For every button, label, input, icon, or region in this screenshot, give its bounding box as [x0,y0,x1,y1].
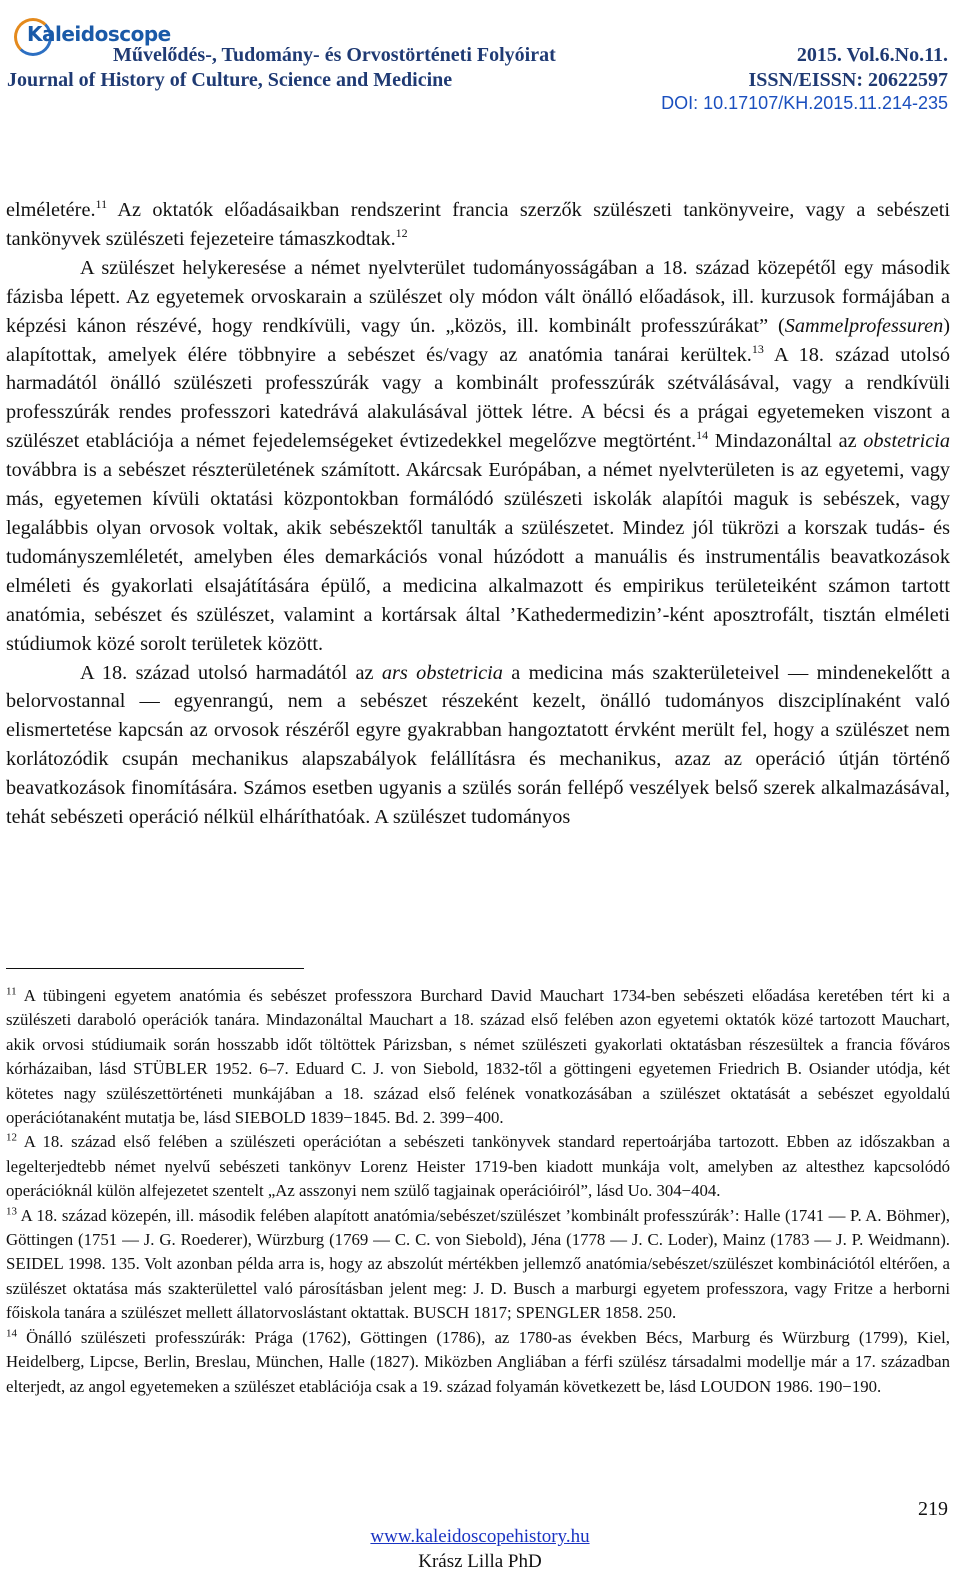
author-name: Krász Lilla PhD [418,1551,542,1572]
footnote-12: $^{12}$ A 18. század első felében a szülészeti operációtan a sebészeti tankönyvek standard repertoárjába tartozott. Ebben az időszakban a legelterjedtebb német nyelvű sebészeti tankönyv Lorenz Heister 1719-ben kiadott munkája volt, amelyben az altesthez kapcsolódó operációknál külön alfejezetet szentelt „Az asszonyi nem szülő tagjainak operációiról”, lásd Uo. 304−404. [6,1131,950,1201]
footnote-ref-12[interactable]: 12 [395,226,408,241]
kaleidoscope-logo [8,8,171,48]
article-body [6,196,950,832]
paragraph-1: elméletére.$^{11}$ Az oktatók előadásaikban rendszerint francia szerzők szülészeti tankönyveire, vagy a sebészeti tankönyvek szülészeti fejezeteire támaszkodtak.$^{12}$ [6,197,950,250]
doi-link[interactable]: DOI: 10.17107/KH.2015.11.214-235 [661,93,948,113]
footnote-11: $^{11}$ A tübingeni egyetem anatómia és sebészet professzora Burchard David Mauchart 1734-ben sebészeti előadása keretében tért ki a szülészeti daraboló operációk tanára. Mindazonáltal Mauchart a 18. század első felében azon egyetemi oktatók közé tartozott Mauchart, akik orvosi stúdiumaik során hosszabb időt töltöttek Párizsban, s német szülészeti gyakorlati oktatásban részesültek a francia főváros kórházaiban, lásd STÜBLER 1952. 6–7. Eduard C. J. von Siebold, 1832-től a göttingeni egyetemen Friedrich B. Osiander utódja, két kötetes nagy szülészettörténeti munkájában a 18. század első felének vonatkozásában a szülészet oktatását a sebészet egyoldalú operációtanaként mutatja be, lásd SIEBOLD 1839−1845. Bd. 2. 399−400. [6,985,950,1128]
website-link[interactable]: www.kaleidoscopehistory.hu [370,1526,590,1547]
issue-info: 2015. Vol.6.No.11. [796,44,948,66]
journal-title-hu: Művelődés-, Tudomány- és Orvostörténeti Folyóirat [113,44,556,66]
page-number: 219 [918,1498,948,1520]
paragraph-2: A szülészet helykeresése a német nyelvterület tudományosságában a 18. század közepétől egy második fázisba lépett. Az egyetemek orvoskarain a szülészet oly módon vált önálló előadások, ill. kurzusok formájában a képzési kánon részévé, hogy rendkívüli, vagy ún. „közös, ill. kombinált professzúrákat” (Sammelprofessuren) alapítottak, amelyek élére többnyire a sebészet és/vagy az anatómia tanárai kerültek.$^{13}$ A 18. század utolsó harmadától önálló szülészeti professzúrák vagy a kombinált professzúrák szétválásával, vagy a rendkívüli professzúrák rendes professzori katedrává alakulásával jöttek létre. A bécsi és a prágai egyetemeken viszont a szülészet etablációja a német fejedelemségeket évtizedekkel megelőzve megtörtént.$^{14}$ Mindazonáltal az obstetricia továbbra is a sebészet részterületének számított. Akárcsak Európában, a német nyelvterületen is az egyetemi, vagy más, egyetemen kívüli oktatási központokban formálódó szülészeti iskolák alapítói maguk is sebészek, vagy legalábbis olyan orvosok voltak, akik sebészektől tanulták a szülészetet. Mindez jól tükrözi a korszak tudás- és tudományszemléletét, amelyben éles demarkációs vonal húzódott a manuális és instrumentális beavatkozások elméleti és gyakorlati elsajátítására épülő, a medicina alkalmazott és empirikus területeiként számon tartott anatómia, sebészet és szülészet, valamint a kortársak által ’Kathedermedizin’-ként aposztrofált, tisztán elméleti stúdiumok közé sorolt területek között. [6,256,951,655]
journal-title-en: Journal of History of Culture, Science and Medicine [7,69,453,91]
footnote-ref-13[interactable]: 13 [751,341,764,356]
footnote-divider [6,968,304,969]
footnotes [6,984,950,1399]
footnote-13: $^{13}$ A 18. század közepén, ill. második felében alapított anatómia/sebészet/szülészet ’kombinált professzúrák’: Halle (1741 — P. A. Böhmer), Göttingen (1751 — J. G. Roederer), Würzburg (1769 — C. C. von Siebold), Jéna (1778 — J. C. Loder), Mainz (1783 — J. P. Weidmann). SEIDEL 1998. 135. Volt azonban példa arra is, hogy az abszolút mértékben jellemző anatómia/sebészet/szülészet kombinációtól eltérően, a szülészet oktatása más szakterülettel való párosításban jelent meg: J. D. Busch a marburgi egyetem professzora, vagy Fritze a herborni főiskola tanára a szülészet mellett állatorvoslástant oktattak. BUSCH 1817; SPENGLER 1858. 250. [6,1205,950,1323]
footnote-ref-11[interactable]: 11 [95,197,108,212]
footnote-ref-14[interactable]: 14 [696,428,709,443]
issn-info: ISSN/EISSN: 20622597 [748,69,948,91]
logo-text: Kaleidoscope [27,22,171,46]
footnote-14: $^{14}$ Önálló szülészeti professzúrák: Prága (1762), Göttingen (1786), az 1780-as években Bécs, Marburg és Würzburg (1799), Kiel, Heidelberg, Lipcse, Berlin, Breslau, München, Halle (1827). Miközben Angliában a férfi szülész társadalmi modellje már a 17. században elterjedt, az angol egyetemeken a szülészet etablációja csak a 19. század folyamán következett be, lásd LOUDON 1986. 190−190. [6,1327,950,1396]
paragraph-3: A 18. század utolsó harmadától az ars obstetricia a medicina más szakterületeivel — mindenekelőtt a belorvostannal — egyenrangú, nem a sebészet részeként kezelt, önálló tudományos diszciplínaként való elismertetése kapcsán az orvosok részéről egyre gyakrabban hangoztatott érvként merült fel, hogy a szülészet nem korlátozódik csupán mechanikus alapszabályok felállításra és mechanikus, azaz az operáció útján történő beavatkozások finomítására. Számos esetben ugyanis a szülés során fellépő veszélyek belső szerek alkalmazásával, tehát sebészeti operáció nélkül elháríthatóak. A szülészet tudományos [6,661,951,829]
